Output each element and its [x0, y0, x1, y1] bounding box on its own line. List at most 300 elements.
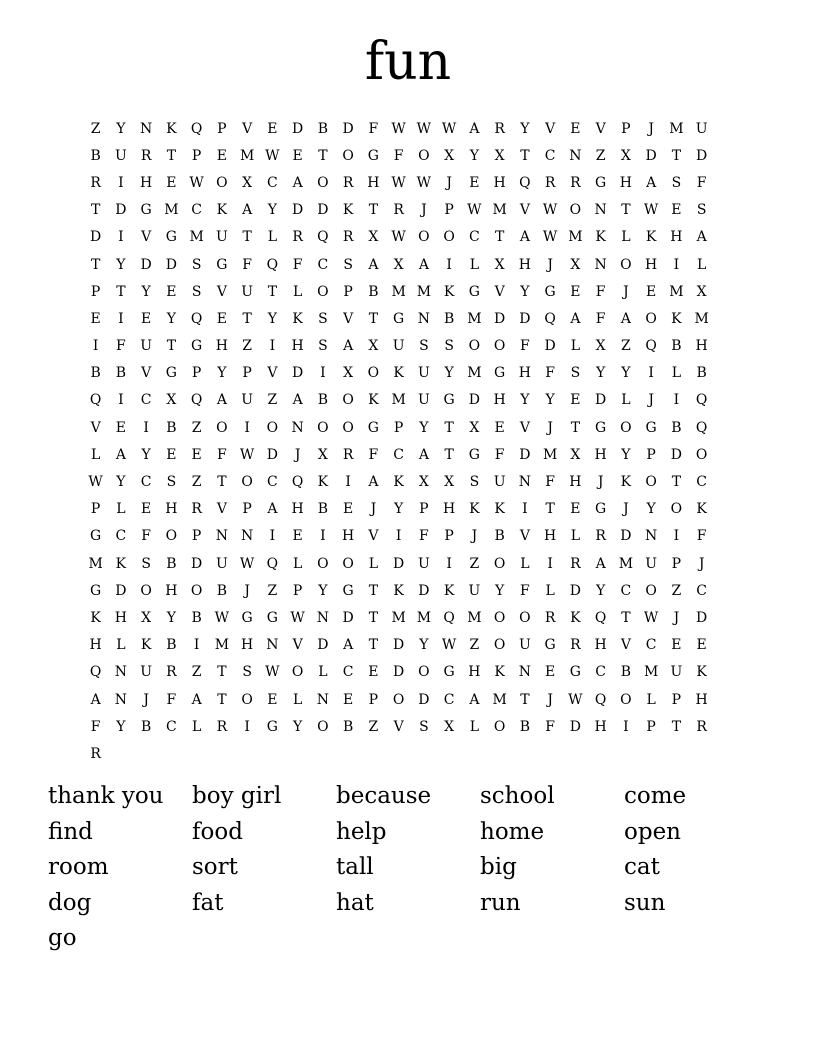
grid-letter: O: [620, 419, 632, 436]
grid-letter: H: [367, 174, 380, 191]
grid-letter: Z: [621, 338, 631, 355]
grid-letter: K: [671, 310, 682, 327]
grid-letter: O: [266, 419, 279, 436]
grid-letter: P: [90, 283, 101, 300]
grid-letter: I: [320, 528, 326, 545]
grid-letter: R: [570, 174, 581, 191]
grid-letter: T: [242, 229, 252, 246]
grid-letter: V: [343, 310, 354, 327]
grid-letter: B: [166, 555, 177, 572]
grid-letter: R: [696, 718, 707, 735]
grid-letter: G: [90, 528, 102, 545]
grid-letter: T: [90, 202, 101, 219]
grid-letter: U: [468, 582, 481, 599]
grid-letter: Z: [267, 582, 278, 599]
grid-letter: I: [648, 365, 654, 382]
word-list-item: sort: [192, 854, 238, 881]
grid-letter: G: [266, 718, 278, 735]
grid-letter: U: [215, 229, 228, 246]
grid-letter: N: [241, 528, 254, 545]
word-list-item: boy girl: [192, 783, 282, 809]
grid-letter: I: [446, 256, 452, 273]
grid-letter: R: [342, 446, 354, 463]
word-list-item: find: [48, 818, 93, 845]
grid-letter: K: [570, 609, 581, 626]
grid-letter: P: [671, 691, 682, 708]
grid-letter: L: [671, 365, 682, 382]
grid-letter: N: [114, 664, 127, 681]
grid-letter: M: [492, 691, 507, 708]
grid-letter: R: [90, 745, 101, 762]
grid-letter: C: [267, 174, 278, 191]
grid-letter: D: [519, 310, 531, 327]
grid-letter: F: [545, 474, 555, 491]
grid-letter: A: [469, 691, 480, 708]
grid-letter: I: [193, 637, 200, 654]
grid-letter: H: [493, 392, 506, 409]
grid-letter: V: [216, 283, 227, 300]
word-list-item: go: [48, 925, 77, 952]
grid-letter: A: [343, 338, 354, 355]
grid-letter: Q: [190, 310, 203, 327]
grid-letter: F: [696, 528, 707, 545]
grid-letter: U: [417, 555, 430, 572]
grid-letter: N: [316, 691, 329, 708]
grid-letter: G: [241, 609, 253, 626]
grid-letter: C: [166, 718, 177, 735]
grid-letter: F: [545, 718, 555, 735]
grid-letter: X: [368, 229, 379, 246]
grid-letter: Y: [495, 582, 505, 599]
grid-letter: X: [444, 718, 455, 735]
word-list-item: because: [336, 783, 432, 809]
grid-letter: V: [620, 637, 631, 654]
grid-letter: R: [216, 718, 228, 735]
grid-letter: S: [671, 174, 682, 191]
grid-letter: O: [645, 474, 657, 491]
grid-letter: U: [392, 338, 405, 355]
grid-letter: O: [493, 637, 506, 654]
grid-letter: D: [393, 555, 405, 572]
grid-letter: O: [418, 147, 430, 164]
grid-letter: H: [215, 338, 228, 355]
grid-letter: O: [367, 365, 380, 382]
grid-letter: H: [493, 174, 506, 191]
grid-letter: G: [595, 501, 607, 518]
grid-letter: B: [671, 338, 682, 355]
grid-letter: H: [241, 637, 254, 654]
grid-letter: H: [594, 718, 607, 735]
grid-letter: J: [623, 283, 629, 300]
grid-letter: L: [116, 637, 126, 654]
grid-letter: O: [695, 446, 708, 463]
grid-letter: C: [393, 446, 404, 463]
grid-letter: E: [343, 501, 354, 518]
grid-letter: M: [467, 609, 482, 626]
grid-letter: T: [545, 501, 555, 518]
grid-letter: D: [140, 256, 152, 273]
grid-letter: X: [141, 609, 152, 626]
grid-letter: G: [569, 664, 581, 681]
grid-letter: E: [469, 174, 480, 191]
grid-letter: O: [216, 419, 228, 436]
grid-letter: J: [446, 174, 452, 191]
grid-letter: W: [265, 147, 280, 164]
grid-letter: X: [570, 256, 581, 273]
grid-letter: X: [343, 365, 354, 382]
grid-letter: M: [694, 310, 709, 327]
grid-letter: E: [292, 528, 303, 545]
grid-letter: T: [368, 310, 379, 327]
grid-letter: E: [216, 310, 227, 327]
grid-letter: R: [393, 202, 404, 219]
grid-letter: M: [669, 120, 684, 137]
grid-letter: U: [417, 365, 430, 382]
grid-letter: O: [241, 474, 253, 491]
grid-letter: A: [292, 174, 303, 191]
grid-letter: T: [494, 229, 505, 246]
grid-letter: Y: [444, 365, 454, 382]
grid-letter: S: [570, 365, 581, 382]
grid-letter: F: [90, 718, 101, 735]
grid-letter: M: [214, 637, 230, 654]
grid-letter: N: [518, 474, 531, 491]
grid-letter: J: [421, 202, 427, 219]
grid-letter: F: [116, 338, 126, 355]
grid-letter: D: [418, 582, 430, 599]
grid-letter: U: [140, 664, 153, 681]
grid-letter: T: [444, 446, 454, 463]
grid-letter: C: [595, 664, 606, 681]
grid-letter: L: [318, 664, 328, 681]
grid-letter: M: [239, 147, 255, 164]
grid-letter: Y: [116, 474, 126, 491]
grid-letter: Y: [596, 582, 606, 599]
grid-letter: G: [443, 664, 455, 681]
grid-letter: K: [166, 120, 177, 137]
grid-letter: D: [569, 582, 581, 599]
grid-letter: Y: [166, 609, 176, 626]
grid-letter: L: [368, 555, 379, 572]
grid-letter: U: [241, 283, 254, 300]
grid-letter: N: [266, 637, 279, 654]
grid-letter: N: [645, 528, 658, 545]
grid-letter: B: [191, 609, 202, 626]
grid-letter: B: [696, 365, 707, 382]
grid-letter: C: [696, 474, 707, 491]
grid-letter: W: [239, 446, 255, 463]
grid-letter: O: [569, 202, 582, 219]
grid-letter: R: [140, 147, 152, 164]
word-list-item: hat: [336, 889, 374, 916]
grid-letter: O: [342, 147, 354, 164]
grid-letter: B: [166, 637, 177, 654]
grid-letter: G: [645, 419, 657, 436]
grid-letter: B: [317, 392, 329, 409]
grid-letter: O: [190, 582, 203, 599]
grid-letter: Y: [217, 365, 227, 382]
grid-letter: A: [115, 446, 126, 463]
grid-letter: D: [494, 310, 506, 327]
grid-letter: I: [118, 174, 124, 191]
grid-letter: G: [544, 283, 556, 300]
grid-letter: M: [492, 202, 507, 219]
grid-letter: S: [242, 664, 252, 681]
grid-letter: Q: [190, 120, 203, 137]
grid-letter: X: [418, 474, 429, 491]
grid-letter: G: [140, 202, 152, 219]
grid-letter: T: [621, 609, 631, 626]
grid-letter: H: [291, 501, 304, 518]
grid-letter: H: [468, 664, 481, 681]
grid-letter: P: [393, 419, 404, 436]
grid-letter: O: [519, 609, 531, 626]
grid-letter: K: [469, 501, 480, 518]
grid-letter: J: [597, 474, 604, 491]
grid-letter: I: [623, 718, 629, 735]
grid-letter: F: [520, 338, 530, 355]
grid-letter: V: [494, 283, 505, 300]
grid-letter: O: [342, 419, 354, 436]
grid-letter: H: [291, 338, 304, 355]
grid-letter: C: [696, 582, 707, 599]
grid-letter: D: [696, 609, 708, 626]
grid-letter: F: [292, 256, 303, 273]
grid-letter: H: [165, 501, 178, 518]
grid-letter: E: [267, 691, 278, 708]
grid-letter: L: [292, 691, 303, 708]
grid-letter: S: [191, 283, 202, 300]
grid-letter: T: [368, 582, 379, 599]
grid-letter: E: [545, 664, 556, 681]
grid-letter: E: [141, 501, 152, 518]
grid-letter: H: [114, 609, 127, 626]
grid-letter: G: [216, 256, 228, 273]
grid-letter: W: [189, 174, 204, 191]
grid-letter: U: [645, 555, 658, 572]
grid-letter: N: [594, 256, 607, 273]
grid-letter: W: [467, 202, 482, 219]
grid-letter: E: [292, 147, 303, 164]
grid-letter: T: [444, 419, 454, 436]
grid-letter: V: [216, 501, 227, 518]
grid-letter: G: [266, 609, 278, 626]
grid-letter: K: [115, 555, 127, 572]
grid-letter: T: [242, 310, 252, 327]
grid-letter: Y: [520, 283, 530, 300]
grid-letter: Q: [291, 474, 304, 491]
grid-letter: K: [595, 229, 606, 246]
grid-letter: D: [393, 664, 405, 681]
grid-letter: Z: [368, 718, 379, 735]
grid-letter: D: [696, 147, 708, 164]
grid-letter: H: [544, 528, 557, 545]
grid-letter: M: [542, 446, 558, 463]
grid-letter: Q: [594, 691, 607, 708]
grid-letter: B: [368, 283, 379, 300]
grid-letter: D: [569, 718, 581, 735]
grid-letter: L: [469, 718, 480, 735]
grid-letter: V: [595, 120, 606, 137]
grid-letter: D: [115, 202, 127, 219]
grid-letter: M: [618, 555, 634, 572]
grid-letter: O: [493, 718, 506, 735]
grid-letter: R: [595, 528, 606, 545]
grid-letter: B: [90, 365, 101, 382]
grid-letter: I: [118, 310, 124, 327]
grid-letter: E: [570, 501, 581, 518]
grid-letter: H: [594, 446, 607, 463]
word-list-item: run: [480, 889, 521, 916]
grid-letter: B: [317, 501, 329, 518]
grid-letter: K: [443, 582, 455, 599]
grid-letter: T: [166, 147, 177, 164]
grid-letter: N: [594, 202, 607, 219]
grid-letter: T: [368, 637, 379, 654]
grid-letter: Y: [166, 310, 176, 327]
grid-letter: O: [291, 664, 304, 681]
grid-letter: S: [696, 202, 707, 219]
grid-letter: W: [643, 609, 659, 626]
grid-letter: U: [417, 392, 430, 409]
grid-letter: V: [242, 120, 253, 137]
grid-letter: I: [244, 419, 250, 436]
grid-letter: F: [545, 365, 555, 382]
grid-letter: D: [544, 338, 556, 355]
grid-letter: A: [191, 691, 202, 708]
grid-letter: W: [568, 691, 583, 708]
grid-letter: O: [342, 392, 354, 409]
grid-letter: B: [443, 310, 455, 327]
grid-letter: Q: [89, 664, 102, 681]
grid-letter: G: [367, 147, 379, 164]
grid-letter: H: [518, 256, 531, 273]
grid-letter: O: [620, 256, 632, 273]
grid-letter: L: [621, 392, 631, 409]
grid-letter: T: [116, 283, 126, 300]
grid-letter: J: [623, 501, 629, 518]
grid-letter: O: [645, 310, 657, 327]
grid-letter: M: [88, 555, 103, 572]
grid-letter: B: [166, 419, 177, 436]
grid-letter: E: [166, 446, 177, 463]
grid-letter: C: [342, 664, 354, 681]
grid-letter: R: [570, 637, 581, 654]
grid-letter: S: [191, 256, 202, 273]
grid-letter: O: [493, 555, 506, 572]
grid-letter: R: [544, 174, 556, 191]
grid-letter: N: [518, 664, 531, 681]
grid-letter: Q: [544, 310, 556, 327]
grid-letter: F: [141, 528, 151, 545]
grid-letter: L: [267, 229, 278, 246]
grid-letter: W: [239, 555, 255, 572]
grid-letter: L: [191, 718, 202, 735]
grid-letter: K: [393, 365, 404, 382]
grid-letter: I: [673, 256, 680, 273]
grid-letter: P: [444, 202, 454, 219]
grid-letter: X: [368, 338, 379, 355]
word-list-item: fat: [192, 889, 224, 916]
grid-letter: J: [547, 256, 553, 273]
grid-letter: J: [471, 528, 478, 545]
grid-letter: Y: [545, 392, 555, 409]
grid-letter: X: [444, 147, 455, 164]
grid-letter: V: [368, 528, 379, 545]
grid-letter: Z: [242, 338, 252, 355]
grid-letter: X: [393, 256, 404, 273]
grid-letter: W: [542, 229, 558, 246]
grid-letter: P: [343, 283, 353, 300]
grid-letter: U: [670, 664, 683, 681]
grid-letter: M: [391, 609, 406, 626]
grid-letter: M: [643, 664, 659, 681]
grid-letter: L: [292, 555, 303, 572]
grid-letter: A: [646, 174, 657, 191]
grid-letter: E: [570, 283, 581, 300]
grid-letter: K: [443, 283, 455, 300]
grid-letter: T: [267, 283, 278, 300]
grid-letter: I: [547, 555, 553, 572]
grid-letter: T: [520, 691, 530, 708]
grid-letter: T: [671, 718, 682, 735]
grid-letter: Y: [419, 637, 429, 654]
grid-letter: O: [418, 664, 430, 681]
grid-letter: K: [317, 474, 329, 491]
grid-letter: C: [267, 474, 278, 491]
grid-letter: A: [368, 474, 379, 491]
grid-letter: D: [115, 582, 127, 599]
grid-letter: L: [90, 446, 101, 463]
grid-letter: V: [519, 419, 530, 436]
grid-letter: X: [570, 446, 581, 463]
grid-letter: C: [140, 392, 152, 409]
grid-letter: Y: [116, 256, 126, 273]
grid-letter: I: [118, 229, 124, 246]
page-title: fun: [364, 32, 452, 92]
grid-letter: H: [165, 582, 178, 599]
grid-letter: M: [391, 283, 406, 300]
grid-letter: F: [595, 283, 606, 300]
grid-letter: Q: [266, 555, 279, 572]
grid-letter: X: [444, 474, 455, 491]
grid-letter: S: [343, 256, 353, 273]
grid-letter: W: [391, 229, 406, 246]
grid-letter: V: [90, 419, 101, 436]
grid-letter: I: [143, 419, 149, 436]
grid-letter: W: [441, 637, 457, 654]
grid-letter: K: [393, 582, 404, 599]
grid-letter: O: [216, 174, 228, 191]
grid-letter: B: [317, 120, 329, 137]
grid-letter: Y: [318, 582, 328, 599]
grid-letter: Z: [90, 120, 101, 137]
grid-letter: N: [140, 120, 153, 137]
grid-letter: R: [570, 555, 581, 572]
grid-letter: G: [191, 338, 203, 355]
grid-letter: P: [646, 718, 656, 735]
word-list-item: open: [624, 818, 681, 845]
grid-letter: L: [292, 283, 303, 300]
grid-letter: C: [115, 528, 127, 545]
grid-letter: F: [520, 582, 530, 599]
grid-letter: Q: [645, 338, 657, 355]
grid-letter: C: [544, 147, 556, 164]
grid-letter: Q: [443, 609, 455, 626]
grid-letter: D: [292, 202, 304, 219]
grid-letter: D: [342, 609, 354, 626]
word-list-item: home: [480, 818, 545, 845]
